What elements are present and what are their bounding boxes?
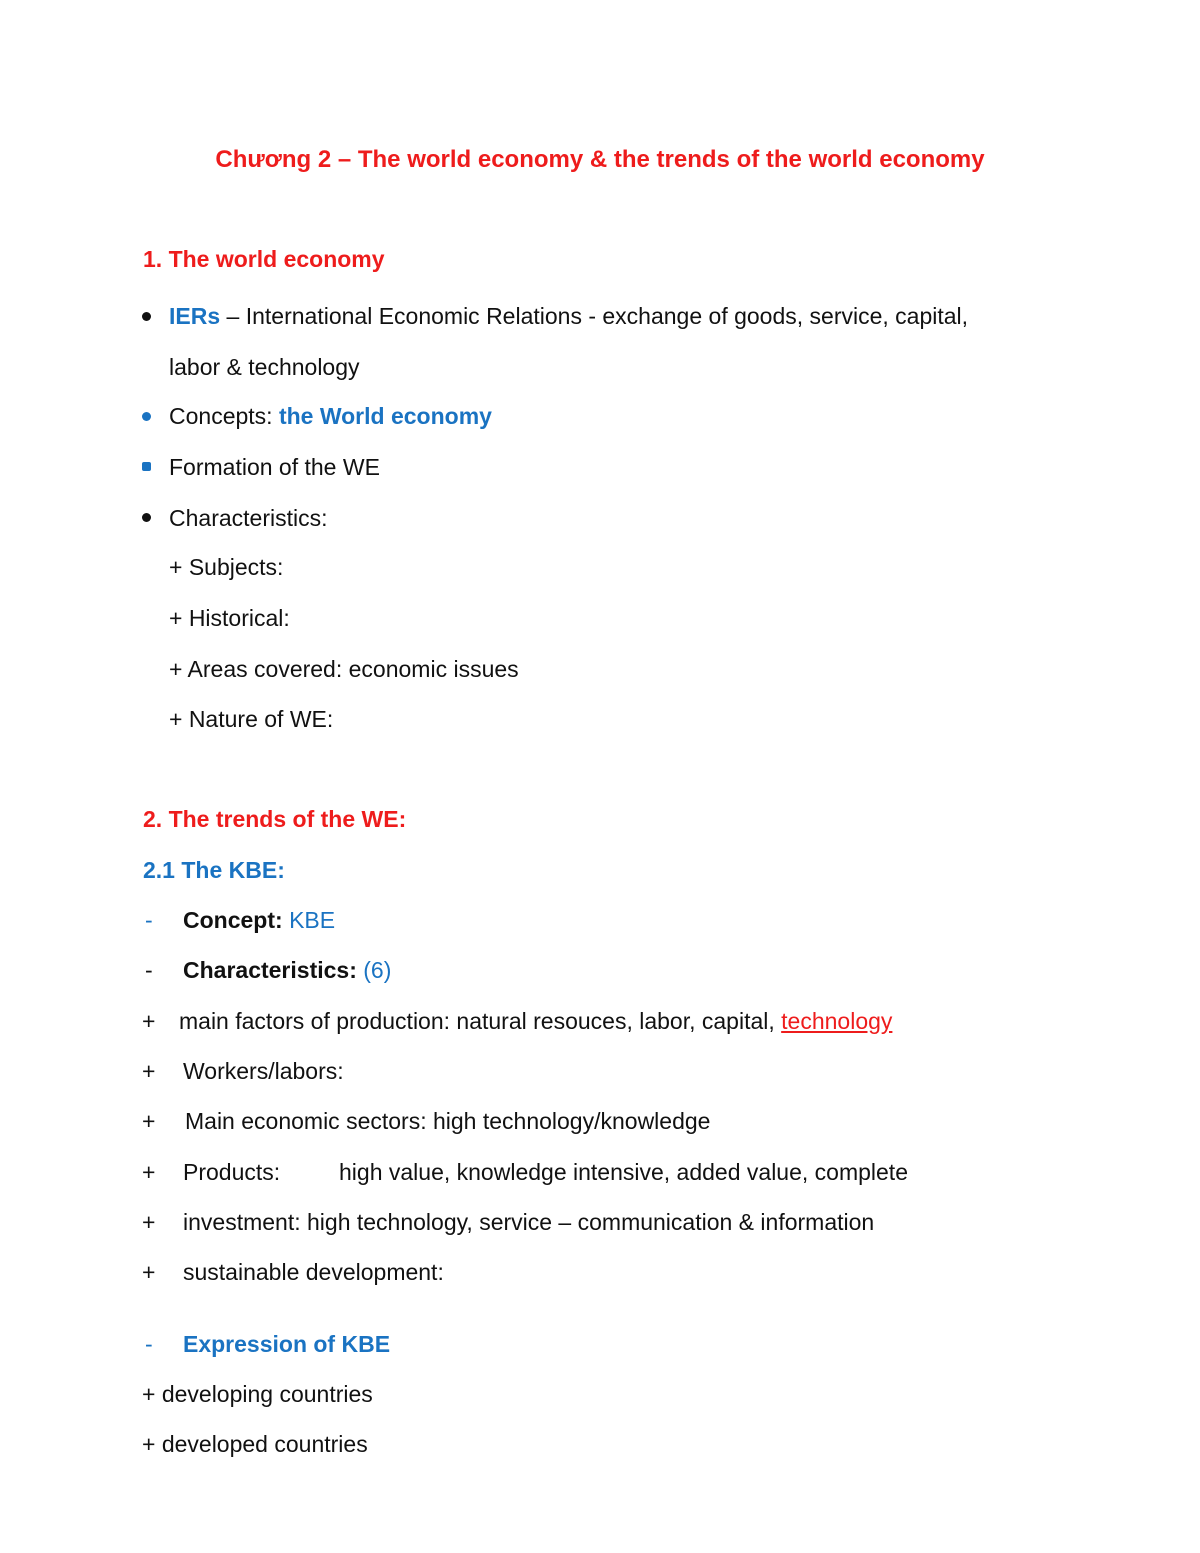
developed-item: + developed countries <box>142 1431 368 1457</box>
bullet-dot <box>142 312 151 321</box>
document-title: Chương 2 – The world economy & the trends of the world economy <box>215 146 985 173</box>
concepts-term: the World economy <box>278 403 492 429</box>
factors-term: technology <box>781 1008 893 1034</box>
bullet-square <box>142 462 151 471</box>
characteristics-label: Characteristics: <box>183 957 364 983</box>
bullet-dot <box>142 513 151 522</box>
section-2-1-heading: 2.1 The KBE: <box>143 857 285 883</box>
section-1-heading: 1. The world economy <box>143 246 385 272</box>
plus-marker: + <box>142 1259 156 1285</box>
factors-text: main factors of production: natural resouces, labor, capital, <box>179 1008 782 1034</box>
ier-continuation: labor & technology <box>169 354 360 380</box>
products-label: Products: <box>183 1159 281 1185</box>
subjects-item: + Subjects: <box>169 554 284 580</box>
ier-item <box>169 301 968 331</box>
concept-item <box>183 905 335 935</box>
dash-marker: - <box>145 907 153 933</box>
sectors-item: Main economic sectors: high technology/knowledge <box>185 1108 711 1134</box>
concept-label: Concept: <box>183 907 290 933</box>
dash-marker: - <box>145 1331 153 1357</box>
expression-heading: Expression of KBE <box>183 1331 391 1357</box>
areas-item: + Areas covered: economic issues <box>169 656 519 682</box>
plus-marker: + <box>142 1159 156 1185</box>
plus-marker: + <box>142 1209 156 1235</box>
historical-item: + Historical: <box>169 605 290 631</box>
concepts-item <box>169 401 492 431</box>
plus-marker: + <box>142 1008 156 1034</box>
characteristics-kbe-item <box>183 955 391 985</box>
ier-text: – International Economic Relations - exchange of goods, service, capital, <box>220 303 969 329</box>
dash-marker: - <box>145 957 153 983</box>
ier-term: IERs <box>169 303 221 329</box>
characteristics-count: (6) <box>363 957 392 983</box>
bullet-dot <box>142 412 151 421</box>
sustainable-item: sustainable development: <box>183 1259 444 1285</box>
plus-marker: + <box>142 1108 156 1134</box>
workers-item: Workers/labors: <box>183 1058 344 1084</box>
developing-item: + developing countries <box>142 1381 373 1407</box>
concept-term: KBE <box>289 907 336 933</box>
plus-marker: + <box>142 1058 156 1084</box>
formation-item: Formation of the WE <box>169 454 380 480</box>
products-text: high value, knowledge intensive, added value, complete <box>339 1159 908 1185</box>
concepts-label: Concepts: <box>169 403 279 429</box>
investment-item: investment: high technology, service – communication & information <box>183 1209 875 1235</box>
characteristics-item: Characteristics: <box>169 505 328 531</box>
nature-item: + Nature of WE: <box>169 706 334 732</box>
section-2-heading: 2. The trends of the WE: <box>143 806 407 832</box>
factors-item <box>179 1006 892 1036</box>
